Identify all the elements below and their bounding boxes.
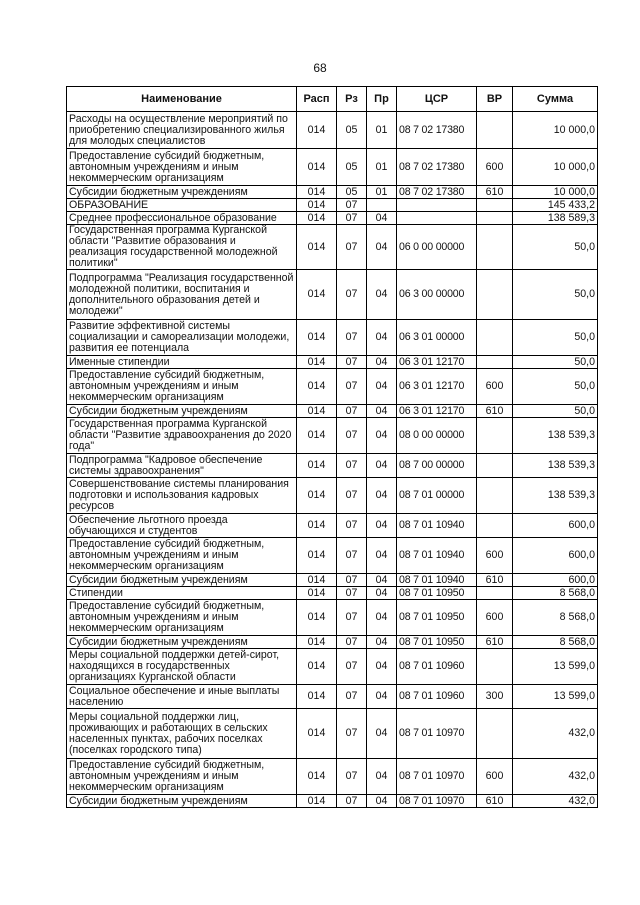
cell-sum: 138 589,3	[513, 212, 598, 225]
cell-rz: 07	[337, 212, 367, 225]
cell-name: Подпрограмма "Реализация государственной молодежной политики, воспитания и дополнительного образования детей и молодежи"	[67, 270, 297, 320]
table-row	[67, 709, 598, 759]
cell-sum: 10 000,0	[513, 149, 598, 186]
cell-vr: 610	[477, 405, 513, 418]
cell-rz: 07	[337, 225, 367, 270]
cell-name: Меры социальной поддержки детей-сирот, находящихся в государственных организациях Курганской области	[67, 649, 297, 685]
cell-name: Предоставление субсидий бюджетным, автономным учреждениям и иным некоммерческим организациям	[67, 759, 297, 795]
table-row	[67, 270, 598, 320]
cell-csr: 08 7 02 17380	[397, 112, 477, 149]
cell-vr	[477, 587, 513, 600]
cell-sum: 138 539,3	[513, 418, 598, 454]
cell-rz: 05	[337, 149, 367, 186]
cell-pr: 04	[367, 514, 397, 538]
table-row	[67, 649, 598, 685]
cell-pr: 04	[367, 454, 397, 478]
cell-vr	[477, 514, 513, 538]
cell-vr: 610	[477, 186, 513, 199]
cell-sum: 8 568,0	[513, 587, 598, 600]
table-row	[67, 478, 598, 514]
table-row	[67, 418, 598, 454]
cell-name: Подпрограмма "Кадровое обеспечение системы здравоохранения"	[67, 454, 297, 478]
cell-name: Субсидии бюджетным учреждениям	[67, 405, 297, 418]
cell-rasp: 014	[297, 709, 337, 759]
cell-rz: 07	[337, 795, 367, 808]
cell-sum: 138 539,3	[513, 478, 598, 514]
cell-vr	[477, 709, 513, 759]
cell-rasp: 014	[297, 454, 337, 478]
cell-sum: 50,0	[513, 405, 598, 418]
cell-csr	[397, 212, 477, 225]
cell-rasp: 014	[297, 574, 337, 587]
cell-rasp: 014	[297, 112, 337, 149]
cell-vr: 600	[477, 538, 513, 574]
cell-vr	[477, 454, 513, 478]
table-row	[67, 538, 598, 574]
cell-sum: 432,0	[513, 795, 598, 808]
cell-vr	[477, 320, 513, 356]
table-row	[67, 759, 598, 795]
cell-csr: 06 3 01 12170	[397, 405, 477, 418]
cell-pr: 04	[367, 685, 397, 709]
cell-name: Меры социальной поддержки лиц, проживающих и работающих в сельских населенных пунктах, рабочих поселках (поселках городского типа)	[67, 709, 297, 759]
table-row	[67, 685, 598, 709]
cell-csr: 06 3 01 12170	[397, 356, 477, 369]
cell-rasp: 014	[297, 186, 337, 199]
cell-rz: 07	[337, 270, 367, 320]
cell-csr: 08 7 01 10970	[397, 759, 477, 795]
cell-pr: 04	[367, 478, 397, 514]
cell-csr: 08 7 01 10950	[397, 587, 477, 600]
cell-pr: 04	[367, 636, 397, 649]
cell-vr	[477, 199, 513, 212]
column-header-pr: Пр	[367, 87, 397, 112]
cell-rasp: 014	[297, 418, 337, 454]
column-header-vr: ВР	[477, 87, 513, 112]
cell-name: ОБРАЗОВАНИЕ	[67, 199, 297, 212]
cell-rz: 07	[337, 587, 367, 600]
cell-vr	[477, 649, 513, 685]
cell-sum: 10 000,0	[513, 186, 598, 199]
table-row	[67, 225, 598, 270]
cell-csr: 06 3 01 12170	[397, 369, 477, 405]
cell-csr: 08 7 01 10950	[397, 600, 477, 636]
cell-name: Социальное обеспечение и иные выплаты населению	[67, 685, 297, 709]
cell-pr: 01	[367, 186, 397, 199]
cell-rz: 05	[337, 112, 367, 149]
column-header-name: Наименование	[67, 87, 297, 112]
cell-csr: 06 0 00 00000	[397, 225, 477, 270]
cell-vr: 600	[477, 369, 513, 405]
cell-sum: 13 599,0	[513, 685, 598, 709]
cell-pr: 01	[367, 112, 397, 149]
cell-rz: 07	[337, 199, 367, 212]
cell-rz: 07	[337, 759, 367, 795]
column-header-csr: ЦСР	[397, 87, 477, 112]
cell-rz: 07	[337, 454, 367, 478]
cell-pr: 04	[367, 587, 397, 600]
table-row	[67, 186, 598, 199]
cell-vr	[477, 270, 513, 320]
cell-sum: 600,0	[513, 514, 598, 538]
cell-rz: 07	[337, 636, 367, 649]
cell-sum: 600,0	[513, 574, 598, 587]
table-row	[67, 320, 598, 356]
cell-name: Предоставление субсидий бюджетным, автономным учреждениям и иным некоммерческим организациям	[67, 369, 297, 405]
cell-rasp: 014	[297, 649, 337, 685]
cell-rz: 07	[337, 478, 367, 514]
cell-sum: 8 568,0	[513, 636, 598, 649]
cell-sum: 50,0	[513, 369, 598, 405]
cell-rasp: 014	[297, 478, 337, 514]
cell-rasp: 014	[297, 225, 337, 270]
cell-vr	[477, 478, 513, 514]
cell-csr	[397, 199, 477, 212]
cell-pr: 04	[367, 649, 397, 685]
cell-rasp: 014	[297, 356, 337, 369]
cell-rasp: 014	[297, 369, 337, 405]
cell-vr: 600	[477, 759, 513, 795]
cell-name: Обеспечение льготного проезда обучающихся и студентов	[67, 514, 297, 538]
cell-sum: 145 433,2	[513, 199, 598, 212]
cell-csr: 08 7 01 10950	[397, 636, 477, 649]
cell-csr: 06 3 01 00000	[397, 320, 477, 356]
cell-csr: 08 0 00 00000	[397, 418, 477, 454]
cell-rasp: 014	[297, 320, 337, 356]
cell-name: Совершенствование системы планирования подготовки и использования кадровых ресурсов	[67, 478, 297, 514]
cell-name: Стипендии	[67, 587, 297, 600]
cell-pr: 01	[367, 149, 397, 186]
cell-rasp: 014	[297, 514, 337, 538]
cell-vr: 610	[477, 795, 513, 808]
table-row	[67, 405, 598, 418]
cell-sum: 432,0	[513, 709, 598, 759]
table-row	[67, 149, 598, 186]
cell-rasp: 014	[297, 759, 337, 795]
page-number: 68	[313, 61, 327, 75]
cell-rz: 07	[337, 320, 367, 356]
cell-sum: 432,0	[513, 759, 598, 795]
cell-pr: 04	[367, 759, 397, 795]
cell-vr	[477, 225, 513, 270]
cell-csr: 08 7 01 10960	[397, 685, 477, 709]
cell-sum: 10 000,0	[513, 112, 598, 149]
cell-rz: 07	[337, 405, 367, 418]
table-row	[67, 636, 598, 649]
cell-name: Субсидии бюджетным учреждениям	[67, 186, 297, 199]
cell-name: Предоставление субсидий бюджетным, автономным учреждениям и иным некоммерческим организациям	[67, 600, 297, 636]
cell-rasp: 014	[297, 538, 337, 574]
cell-csr: 06 3 00 00000	[397, 270, 477, 320]
cell-pr: 04	[367, 600, 397, 636]
table-header-row	[67, 87, 598, 112]
cell-pr: 04	[367, 538, 397, 574]
cell-vr: 300	[477, 685, 513, 709]
cell-vr	[477, 212, 513, 225]
cell-csr: 08 7 02 17380	[397, 149, 477, 186]
cell-name: Субсидии бюджетным учреждениям	[67, 636, 297, 649]
cell-pr: 04	[367, 212, 397, 225]
table-row	[67, 356, 598, 369]
cell-name: Именные стипендии	[67, 356, 297, 369]
cell-vr: 600	[477, 149, 513, 186]
cell-pr: 04	[367, 405, 397, 418]
cell-pr: 04	[367, 795, 397, 808]
cell-pr: 04	[367, 320, 397, 356]
table-body	[67, 112, 598, 808]
table-row	[67, 795, 598, 808]
cell-name: Государственная программа Курганской области "Развитие здравоохранения до 2020 года"	[67, 418, 297, 454]
cell-rz: 07	[337, 574, 367, 587]
cell-name: Государственная программа Курганской области "Развитие образования и реализация государственной молодежной политики"	[67, 225, 297, 270]
cell-pr: 04	[367, 225, 397, 270]
cell-sum: 50,0	[513, 320, 598, 356]
cell-sum: 138 539,3	[513, 454, 598, 478]
cell-csr: 08 7 01 10940	[397, 514, 477, 538]
column-header-sum: Сумма	[513, 87, 598, 112]
cell-sum: 13 599,0	[513, 649, 598, 685]
cell-csr: 08 7 01 00000	[397, 478, 477, 514]
cell-rasp: 014	[297, 149, 337, 186]
cell-rz: 07	[337, 356, 367, 369]
cell-rz: 07	[337, 514, 367, 538]
table-row	[67, 574, 598, 587]
cell-sum: 600,0	[513, 538, 598, 574]
cell-name: Предоставление субсидий бюджетным, автономным учреждениям и иным некоммерческим организациям	[67, 149, 297, 186]
column-header-rz: Рз	[337, 87, 367, 112]
table-row	[67, 369, 598, 405]
cell-name: Среднее профессиональное образование	[67, 212, 297, 225]
cell-sum: 50,0	[513, 270, 598, 320]
cell-csr: 08 7 02 17380	[397, 186, 477, 199]
cell-pr: 04	[367, 270, 397, 320]
cell-rasp: 014	[297, 685, 337, 709]
cell-rasp: 014	[297, 600, 337, 636]
cell-rasp: 014	[297, 270, 337, 320]
cell-rz: 07	[337, 538, 367, 574]
cell-rasp: 014	[297, 795, 337, 808]
column-header-rasp: Расп	[297, 87, 337, 112]
cell-rasp: 014	[297, 199, 337, 212]
table-row	[67, 112, 598, 149]
table-row	[67, 199, 598, 212]
cell-rz: 07	[337, 685, 367, 709]
table-row	[67, 454, 598, 478]
cell-csr: 08 7 01 10940	[397, 538, 477, 574]
table-row	[67, 600, 598, 636]
cell-vr: 610	[477, 636, 513, 649]
cell-name: Предоставление субсидий бюджетным, автономным учреждениям и иным некоммерческим организациям	[67, 538, 297, 574]
cell-pr: 04	[367, 418, 397, 454]
cell-pr: 04	[367, 369, 397, 405]
cell-pr: 04	[367, 356, 397, 369]
cell-rasp: 014	[297, 587, 337, 600]
budget-table	[66, 86, 598, 808]
cell-pr: 04	[367, 574, 397, 587]
cell-rz: 05	[337, 186, 367, 199]
cell-rz: 07	[337, 369, 367, 405]
cell-vr	[477, 112, 513, 149]
cell-rasp: 014	[297, 212, 337, 225]
cell-vr: 610	[477, 574, 513, 587]
cell-rz: 07	[337, 709, 367, 759]
cell-csr: 08 7 01 10960	[397, 649, 477, 685]
cell-pr: 04	[367, 709, 397, 759]
cell-rz: 07	[337, 600, 367, 636]
cell-name: Субсидии бюджетным учреждениям	[67, 795, 297, 808]
cell-vr	[477, 356, 513, 369]
cell-sum: 50,0	[513, 225, 598, 270]
cell-rz: 07	[337, 649, 367, 685]
cell-name: Расходы на осуществление мероприятий по приобретению специализированного жилья для молодых специалистов	[67, 112, 297, 149]
cell-sum: 8 568,0	[513, 600, 598, 636]
cell-vr	[477, 418, 513, 454]
cell-rasp: 014	[297, 405, 337, 418]
cell-rasp: 014	[297, 636, 337, 649]
cell-sum: 50,0	[513, 356, 598, 369]
cell-csr: 08 7 01 10970	[397, 795, 477, 808]
cell-csr: 08 7 01 10940	[397, 574, 477, 587]
cell-name: Субсидии бюджетным учреждениям	[67, 574, 297, 587]
cell-vr: 600	[477, 600, 513, 636]
table-row	[67, 514, 598, 538]
table-row	[67, 212, 598, 225]
cell-csr: 08 7 00 00000	[397, 454, 477, 478]
table-row	[67, 587, 598, 600]
cell-pr	[367, 199, 397, 212]
cell-csr: 08 7 01 10970	[397, 709, 477, 759]
cell-name: Развитие эффективной системы социализации и самореализации молодежи, развития ее потенциала	[67, 320, 297, 356]
cell-rz: 07	[337, 418, 367, 454]
